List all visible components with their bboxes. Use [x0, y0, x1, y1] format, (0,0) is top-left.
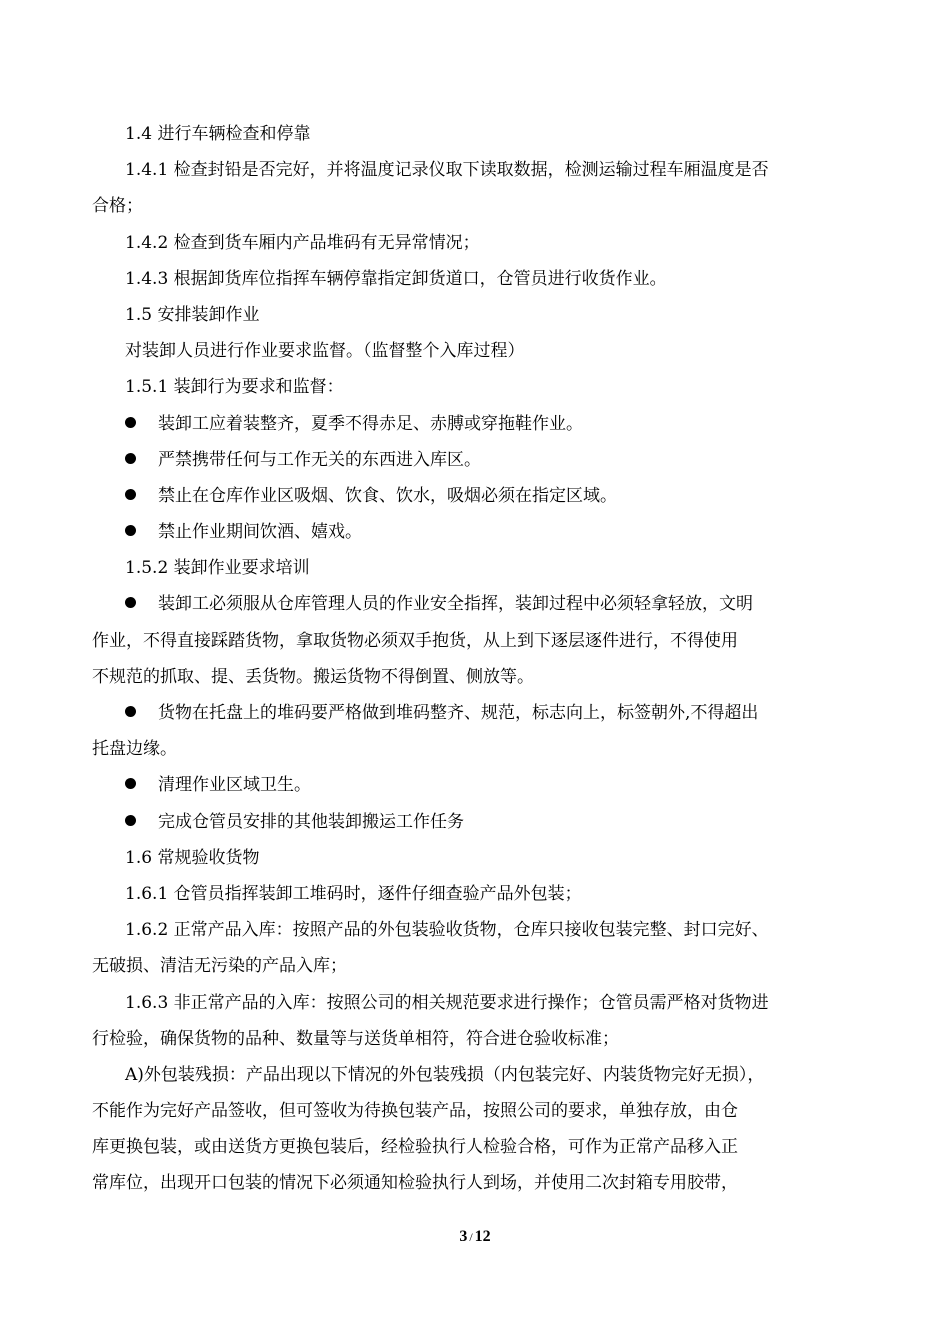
- section-heading-1-4: 1.4 进行车辆检查和停靠: [125, 124, 311, 144]
- bullet-icon: [125, 525, 136, 536]
- bullet-item: [92, 406, 852, 442]
- paragraph-line: 1.4.3 根据卸货库位指挥车辆停靠指定卸货道口，仓管员进行收货作业。: [125, 268, 667, 289]
- subsection-heading-1-5-2: 1.5.2 装卸作业要求培训: [125, 558, 310, 579]
- total-pages: 12: [474, 1228, 491, 1245]
- page-separator: /: [469, 1230, 473, 1244]
- bullet-text: 严禁携带任何与工作无关的东西进入库区。: [158, 449, 481, 470]
- bullet-text: 装卸工必须服从仓库管理人员的作业安全指挥，装卸过程中必须轻拿轻放，文明: [158, 594, 753, 615]
- current-page: 3: [459, 1228, 468, 1245]
- section-heading-1-5: 1.5 安排装卸作业: [125, 304, 260, 325]
- bullet-icon: [125, 815, 136, 826]
- paragraph-line: 对装卸人员进行作业要求监督。（监督整个入库过程）: [125, 341, 525, 362]
- paragraph-line: 托盘边缘。: [92, 739, 177, 760]
- paragraph-line: 1.4.1 检查封铅是否完好，并将温度记录仪取下读取数据，检测运输过程车厢温度是否: [125, 160, 769, 181]
- bullet-icon: [125, 778, 136, 789]
- bullet-item: [92, 586, 852, 622]
- bullet-item: [92, 478, 852, 514]
- subsection-heading-1-5-1: 1.5.1 装卸行为要求和监督：: [125, 377, 344, 398]
- paragraph-line: 合格；: [92, 196, 143, 217]
- paragraph-line: 不规范的抓取、提、丢货物。搬运货物不得倒置、侧放等。: [92, 666, 534, 687]
- bullet-icon: [125, 489, 136, 500]
- bullet-icon: [125, 597, 136, 608]
- bullet-text: 清理作业区域卫生。: [158, 775, 311, 796]
- bullet-item: [92, 442, 852, 478]
- paragraph-line: 1.6.2 正常产品入库：按照产品的外包装验收货物，仓库只接收包装完整、封口完好、: [125, 920, 769, 941]
- bullet-text: 禁止在仓库作业区吸烟、饮食、饮水，吸烟必须在指定区域。: [158, 485, 617, 506]
- bullet-icon: [125, 706, 136, 717]
- bullet-text: 完成仓管员安排的其他装卸搬运工作任务: [158, 811, 464, 832]
- document-body: [92, 116, 852, 1202]
- bullet-item: [92, 804, 852, 840]
- paragraph-line: 无破损、清洁无污染的产品入库；: [92, 956, 347, 977]
- bullet-icon: [125, 417, 136, 428]
- paragraph-line: 1.6.3 非正常产品的入库：按照公司的相关规范要求进行操作；仓管员需严格对货物进: [125, 992, 769, 1013]
- bullet-icon: [125, 453, 136, 464]
- paragraph-line: A)外包装残损：产品出现以下情况的外包装残损（内包装完好、内装货物完好无损），: [125, 1064, 765, 1085]
- paragraph-line: 作业，不得直接踩踏货物，拿取货物必须双手抱货，从上到下逐层逐件进行，不得使用: [92, 630, 738, 651]
- bullet-text: 货物在托盘上的堆码要严格做到堆码整齐、规范，标志向上，标签朝外,不得超出: [158, 703, 759, 723]
- section-heading-1-6: 1.6 常规验收货物: [125, 847, 260, 868]
- paragraph-line: 1.6.1 仓管员指挥装卸工堆码时，逐件仔细查验产品外包装；: [125, 883, 582, 904]
- bullet-item: [92, 767, 852, 803]
- paragraph-line: 不能作为完好产品签收，但可签收为待换包装产品，按照公司的要求，单独存放，由仓: [92, 1101, 738, 1122]
- bullet-item: [92, 695, 852, 731]
- paragraph-line: 行检验，确保货物的品种、数量等与送货单相符，符合进仓验收标准；: [92, 1028, 619, 1049]
- bullet-item: [92, 514, 852, 550]
- bullet-text: 禁止作业期间饮酒、嬉戏。: [158, 522, 362, 543]
- paragraph-line: 常库位，出现开口包装的情况下必须通知检验执行人到场，并使用二次封箱专用胶带，: [92, 1173, 738, 1194]
- bullet-text: 装卸工应着装整齐，夏季不得赤足、赤膊或穿拖鞋作业。: [158, 413, 583, 434]
- paragraph-line: 库更换包装，或由送货方更换包装后，经检验执行人检验合格，可作为正常产品移入正: [92, 1137, 738, 1158]
- page-number: [0, 1228, 950, 1246]
- paragraph-line: 1.4.2 检查到货车厢内产品堆码有无异常情况；: [125, 232, 480, 253]
